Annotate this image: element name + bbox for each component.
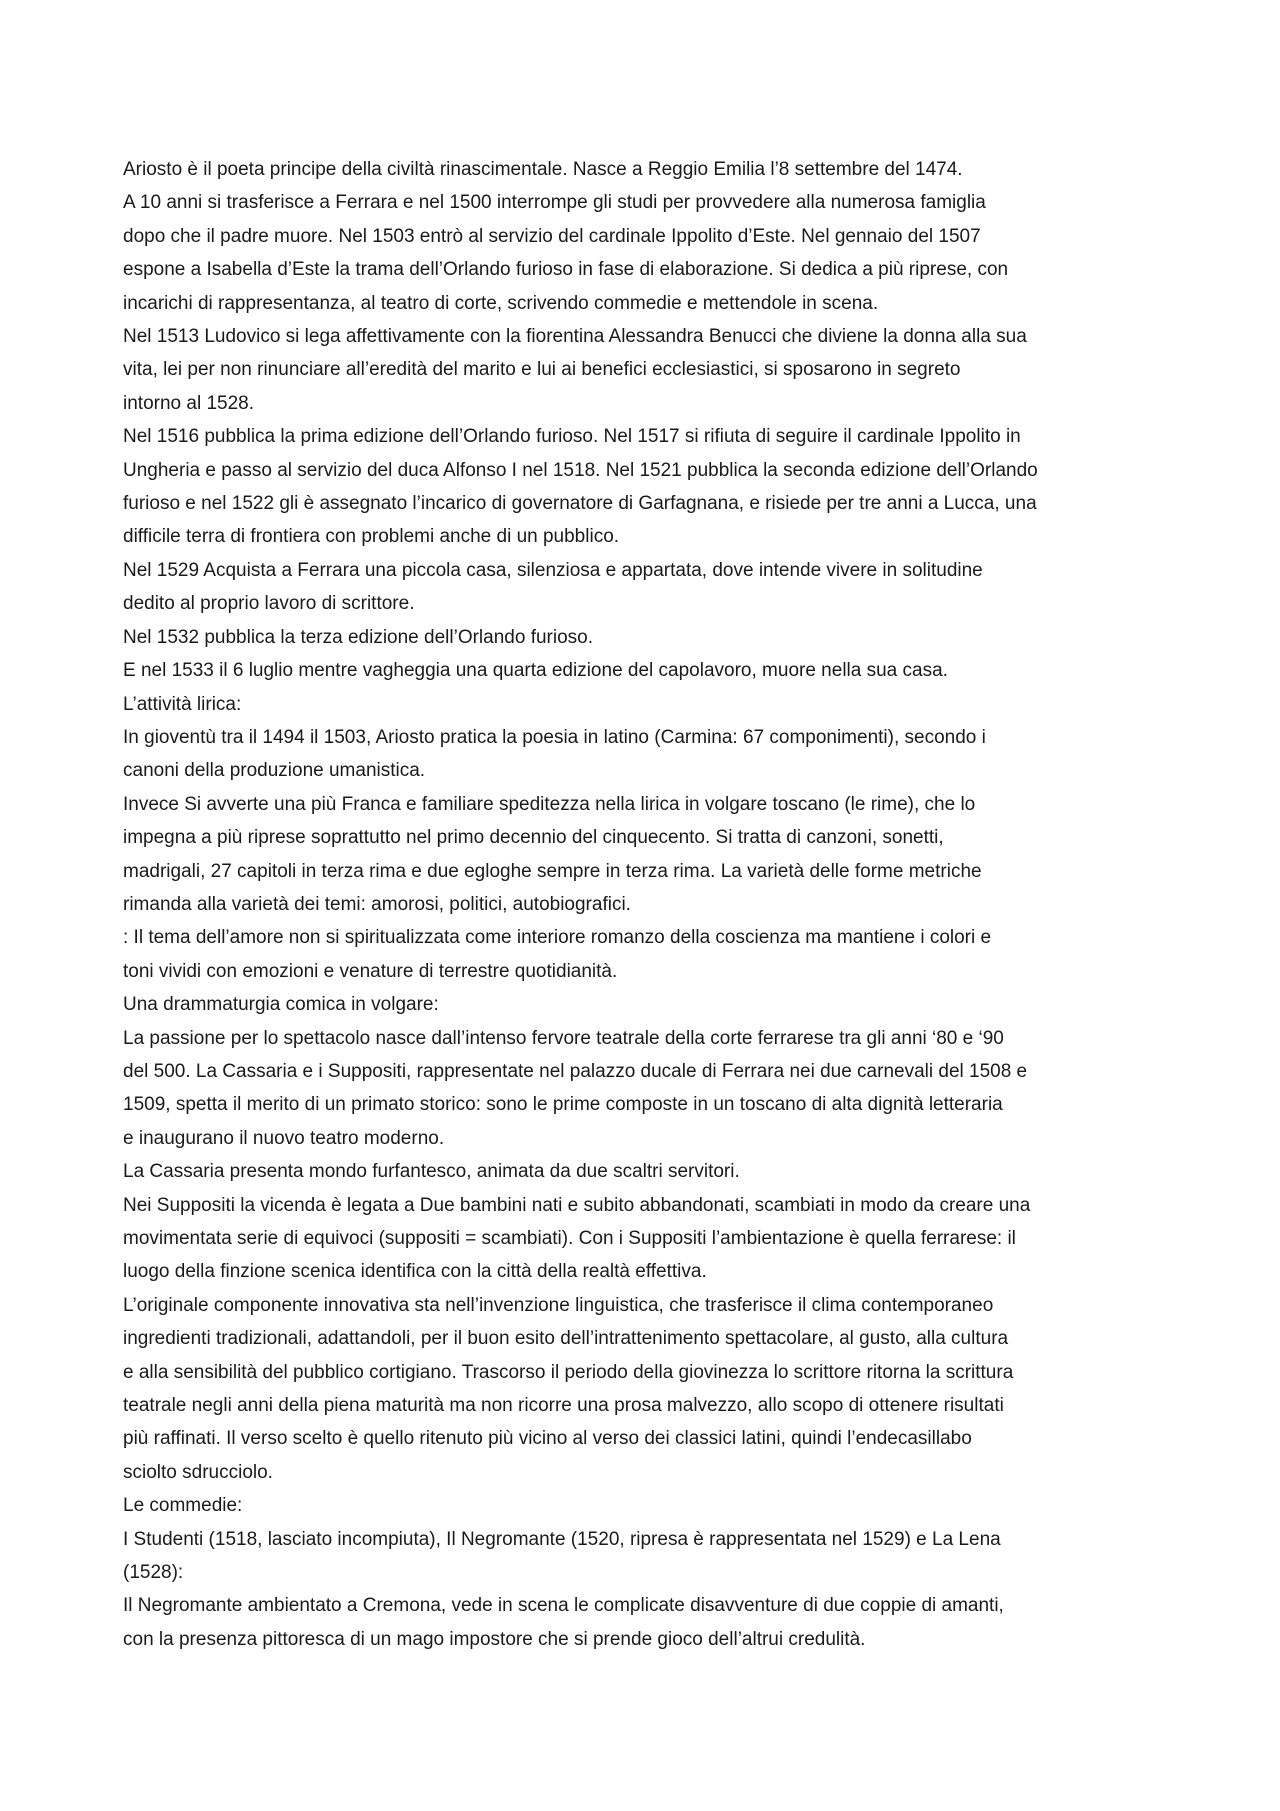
text-line: Ungheria e passo al servizio del duca Alfonso I nel 1518. Nel 1521 pubblica la seconda edizione dell’Orlando [123, 459, 1038, 481]
text-line: Nei Suppositi la vicenda è legata a Due bambini nati e subito abbandonati, scambiati in modo da creare una [123, 1194, 1031, 1216]
text-line: In gioventù tra il 1494 il 1503, Ariosto pratica la poesia in latino (Carmina: 67 componimenti), secondo i [123, 726, 986, 748]
text-line: A 10 anni si trasferisce a Ferrara e nel 1500 interrompe gli studi per provvedere alla numerosa famiglia [123, 192, 986, 214]
text-line: impegna a più riprese soprattutto nel primo decennio del cinquecento. Si tratta di canzoni, sonetti, [123, 827, 944, 849]
text-line: luogo della finzione scenica identifica con la città della realtà effettiva. [123, 1261, 707, 1283]
text-line: furioso e nel 1522 gli è assegnato l’incarico di governatore di Garfagnana, e risiede per tre anni a Lucca, una [123, 493, 1037, 515]
text-line: e alla sensibilità del pubblico cortigiano. Trascorso il periodo della giovinezza lo scrittore ritorna la scrittura [123, 1361, 1014, 1383]
document-page [123, 153, 1168, 1656]
text-line: del 500. La Cassaria e i Suppositi, rappresentate nel palazzo ducale di Ferrara nei due carnevali del 1508 e [123, 1060, 1028, 1082]
text-line: (1528): [123, 1562, 184, 1584]
text-line: E nel 1533 il 6 luglio mentre vagheggia una quarta edizione del capolavoro, muore nella sua casa. [123, 660, 948, 682]
text-line: con la presenza pittoresca di un mago impostore che si prende gioco dell’altrui credulità. [123, 1628, 866, 1650]
text-line: vita, lei per non rinunciare all’eredità del marito e lui ai benefici ecclesiastici, si sposarono in segreto [123, 359, 961, 381]
text-line: toni vividi con emozioni e venature di terrestre quotidianità. [123, 960, 618, 982]
text-line: Invece Si avverte una più Franca e familiare speditezza nella lirica in volgare toscano (le rime), che lo [123, 793, 976, 815]
text-line: Nel 1516 pubblica la prima edizione dell’Orlando furioso. Nel 1517 si rifiuta di seguire il cardinale Ippolito in [123, 426, 1021, 448]
text-line: Le commedie: [123, 1495, 243, 1517]
text-line: Il Negromante ambientato a Cremona, vede in scena le complicate disavventure di due coppie di amanti, [123, 1595, 1004, 1617]
text-line: : Il tema dell’amore non si spiritualizzata come interiore romanzo della coscienza ma mantiene i colori e [123, 927, 992, 949]
text-line: I Studenti (1518, lasciato incompiuta), Il Negromante (1520, ripresa è rappresentata nel 1529) e La Lena [123, 1528, 1001, 1550]
text-line: e inaugurano il nuovo teatro moderno. [123, 1127, 445, 1149]
text-line: teatrale negli anni della piena maturità ma non ricorre una prosa malvezzo, allo scopo di ottenere risultati [123, 1395, 1004, 1417]
text-line: incarichi di rappresentanza, al teatro di corte, scrivendo commedie e mettendole in scena. [123, 292, 879, 314]
text-line: ingredienti tradizionali, adattandoli, per il buon esito dell’intrattenimento spettacolare, al gusto, alla cultura [123, 1328, 1009, 1350]
text-line: espone a Isabella d’Este la trama dell’Orlando furioso in fase di elaborazione. Si dedica a più riprese, con [123, 259, 1009, 281]
text-line: dedito al proprio lavoro di scrittore. [123, 593, 415, 615]
text-line: difficile terra di frontiera con problemi anche di un pubblico. [123, 526, 620, 548]
text-line: Nel 1532 pubblica la terza edizione dell’Orlando furioso. [123, 626, 594, 648]
text-line: La passione per lo spettacolo nasce dall’intenso fervore teatrale della corte ferrarese tra gli anni ‘80 e ‘90 [123, 1027, 1004, 1049]
text-line: intorno al 1528. [123, 392, 254, 414]
text-line: 1509, spetta il merito di un primato storico: sono le prime composte in un toscano di alta dignità letteraria [123, 1094, 1003, 1116]
text-line: Una drammaturgia comica in volgare: [123, 994, 439, 1016]
text-line: sciolto sdrucciolo. [123, 1461, 273, 1483]
text-line: più raffinati. Il verso scelto è quello ritenuto più vicino al verso dei classici latini, quindi l’endecasillabo [123, 1428, 972, 1450]
text-line: Nel 1513 Ludovico si lega affettivamente con la fiorentina Alessandra Benucci che diviene la donna alla sua [123, 326, 1027, 348]
text-line: rimanda alla varietà dei temi: amorosi, politici, autobiografici. [123, 893, 631, 915]
text-line: madrigali, 27 capitoli in terza rima e due egloghe sempre in terza rima. La varietà delle forme metriche [123, 860, 982, 882]
text-line: L’attività lirica: [123, 693, 242, 715]
text-line: dopo che il padre muore. Nel 1503 entrò al servizio del cardinale Ippolito d’Este. Nel gennaio del 1507 [123, 225, 981, 247]
text-line: canoni della produzione umanistica. [123, 760, 426, 782]
text-line: La Cassaria presenta mondo furfantesco, animata da due scaltri servitori. [123, 1161, 740, 1183]
text-line: Ariosto è il poeta principe della civiltà rinascimentale. Nasce a Reggio Emilia l’8 settembre del 1474. [123, 159, 963, 180]
text-line: movimentata serie di equivoci (suppositi = scambiati). Con i Suppositi l’ambientazione è quella ferrarese: il [123, 1228, 1016, 1249]
text-line: L’originale componente innovativa sta nell’invenzione linguistica, che trasferisce il clima contemporaneo [123, 1294, 994, 1316]
text-line: Nel 1529 Acquista a Ferrara una piccola casa, silenziosa e appartata, dove intende vivere in solitudine [123, 559, 983, 581]
